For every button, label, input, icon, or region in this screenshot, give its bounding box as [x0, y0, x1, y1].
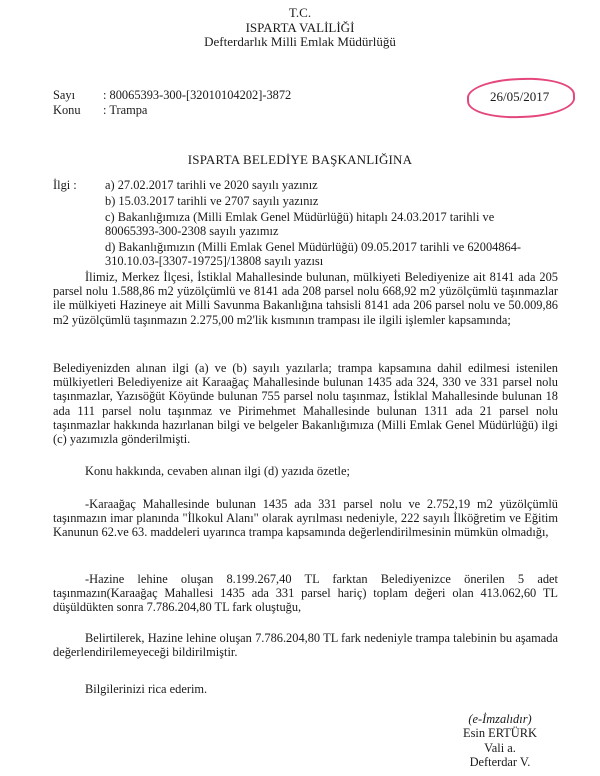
paragraph-4: -Karaağaç Mahallesinde bulunan 1435 ada 331 parsel nolu ve 2.752,19 m2 yüzölçümlü taşınmazın imar planında "İlkokul Alanı" olarak ayrılması nedeniyle, 222 sayılı İlköğretim ve Eğitim Kanunun 62.ve 63. maddeleri uyarınca trampa kapsamında değerlendirilmesinin mümkün olmadığı,: [53, 497, 558, 540]
ilgi-item-d: d) Bakanlığımızın (Milli Emlak Genel Müdürlüğü) 09.05.2017 tarihli ve 62004864-310.10.03-[3307-19725]/13808 sayılı yazısı: [105, 240, 522, 268]
paragraph-1: İlimiz, Merkez İlçesi, İstiklal Mahallesinde bulunan, mülkiyeti Belediyenize ait 8141 ada 205 parsel nolu 1.588,86 m2 yüzölçümlü ve 8141 ada 208 parsel nolu 668,92 m2 yüzölçümlü taşınmazlar ile mülkiyeti Hazineye ait Milli Savunma Bakanlığına tahsisli 8141 ada 206 parsel nolu ve 50.009,86 m2 yüzölçümlü taşınmazın 2.275,00 m2'lik kısmının trampası ile ilgili işlemler kapsamında;: [53, 270, 558, 327]
letterhead-line-3: Defterdarlık Milli Emlak Müdürlüğü: [204, 34, 396, 49]
sayi-row: [53, 88, 291, 103]
paragraph-7: Bilgilerinizi rica ederim.: [85, 682, 208, 696]
e-signature-note: (e-İmzalıdır): [468, 712, 532, 726]
letterhead-line-1: T.C.: [288, 5, 312, 20]
ilgi-item-b: b) 15.03.2017 tarihli ve 2707 sayılı yazınız: [105, 194, 319, 208]
signature-block: [440, 712, 560, 769]
signer-title-1: Vali a.: [484, 740, 516, 755]
paragraph-6: Belirtilerek, Hazine lehine oluşan 7.786.204,80 TL fark nedeniyle trampa talebinin bu aşamada değerlendirilemeyeceği bildirilmiştir.: [53, 631, 558, 660]
konu-row: [53, 103, 147, 118]
paragraph-2: Belediyenizden alınan ilgi (a) ve (b) sayılı yazılarla; trampa kapsamına dahil edilmesi istenilen mülkiyetleri Belediyenize ait Karaağaç Mahallesinde bulunan 1435 ada 324, 330 ve 331 parsel nolu taşınmazlar, Yazısöğüt Köyünde bulunan 755 parsel nolu taşınmaz, İstiklal Mahallesinde bulunan 18 ada 111 parsel nolu taşınmaz ve Pirimehmet Mahallesinde bulunan 1311 ada 21 parsel nolu taşınmazlar hakkında hazırlanan bilgi ve belgeler Bakanlığımıza (Milli Emlak Genel Müdürlüğü) ilgi (c) yazımızla gönderilmişti.: [53, 361, 558, 447]
paragraph-3: Konu hakkında, cevaben alınan ilgi (d) yazıda özetle;: [85, 464, 350, 478]
letterhead-line-2: ISPARTA VALİLİĞİ: [245, 19, 355, 35]
sayi-value: : 80065393-300-[32010104202]-3872: [103, 88, 292, 102]
ilgi-item-c: c) Bakanlığımıza (Milli Emlak Genel Müdürlüğü) hitaplı 24.03.2017 tarihli ve 80065393-300-2308 sayılı yazımız: [105, 210, 495, 238]
ilgi-label: İlgi :: [53, 178, 77, 192]
addressee: ISPARTA BELEDİYE BAŞKANLIĞINA: [187, 152, 413, 167]
signer-name: Esin ERTÜRK: [463, 726, 537, 741]
konu-label: Konu: [53, 103, 81, 117]
konu-value: : Trampa: [103, 103, 148, 117]
letterhead: [0, 6, 600, 50]
document-date: 26/05/2017: [490, 89, 550, 104]
signer-title-2: Defterdar V.: [469, 754, 531, 769]
sayi-label: Sayı: [53, 88, 76, 102]
ilgi-item-a: a) 27.02.2017 tarihli ve 2020 sayılı yazınız: [105, 178, 318, 192]
paragraph-5: -Hazine lehine oluşan 8.199.267,40 TL farktan Belediyenizce önerilen 5 adet taşınmazın(Karaağaç Mahallesi 1435 ada 331 parsel hariç) toplam değeri olan 413.062,60 TL düşüldükten sonra 7.786.204,80 TL fark oluştuğu,: [53, 572, 558, 615]
